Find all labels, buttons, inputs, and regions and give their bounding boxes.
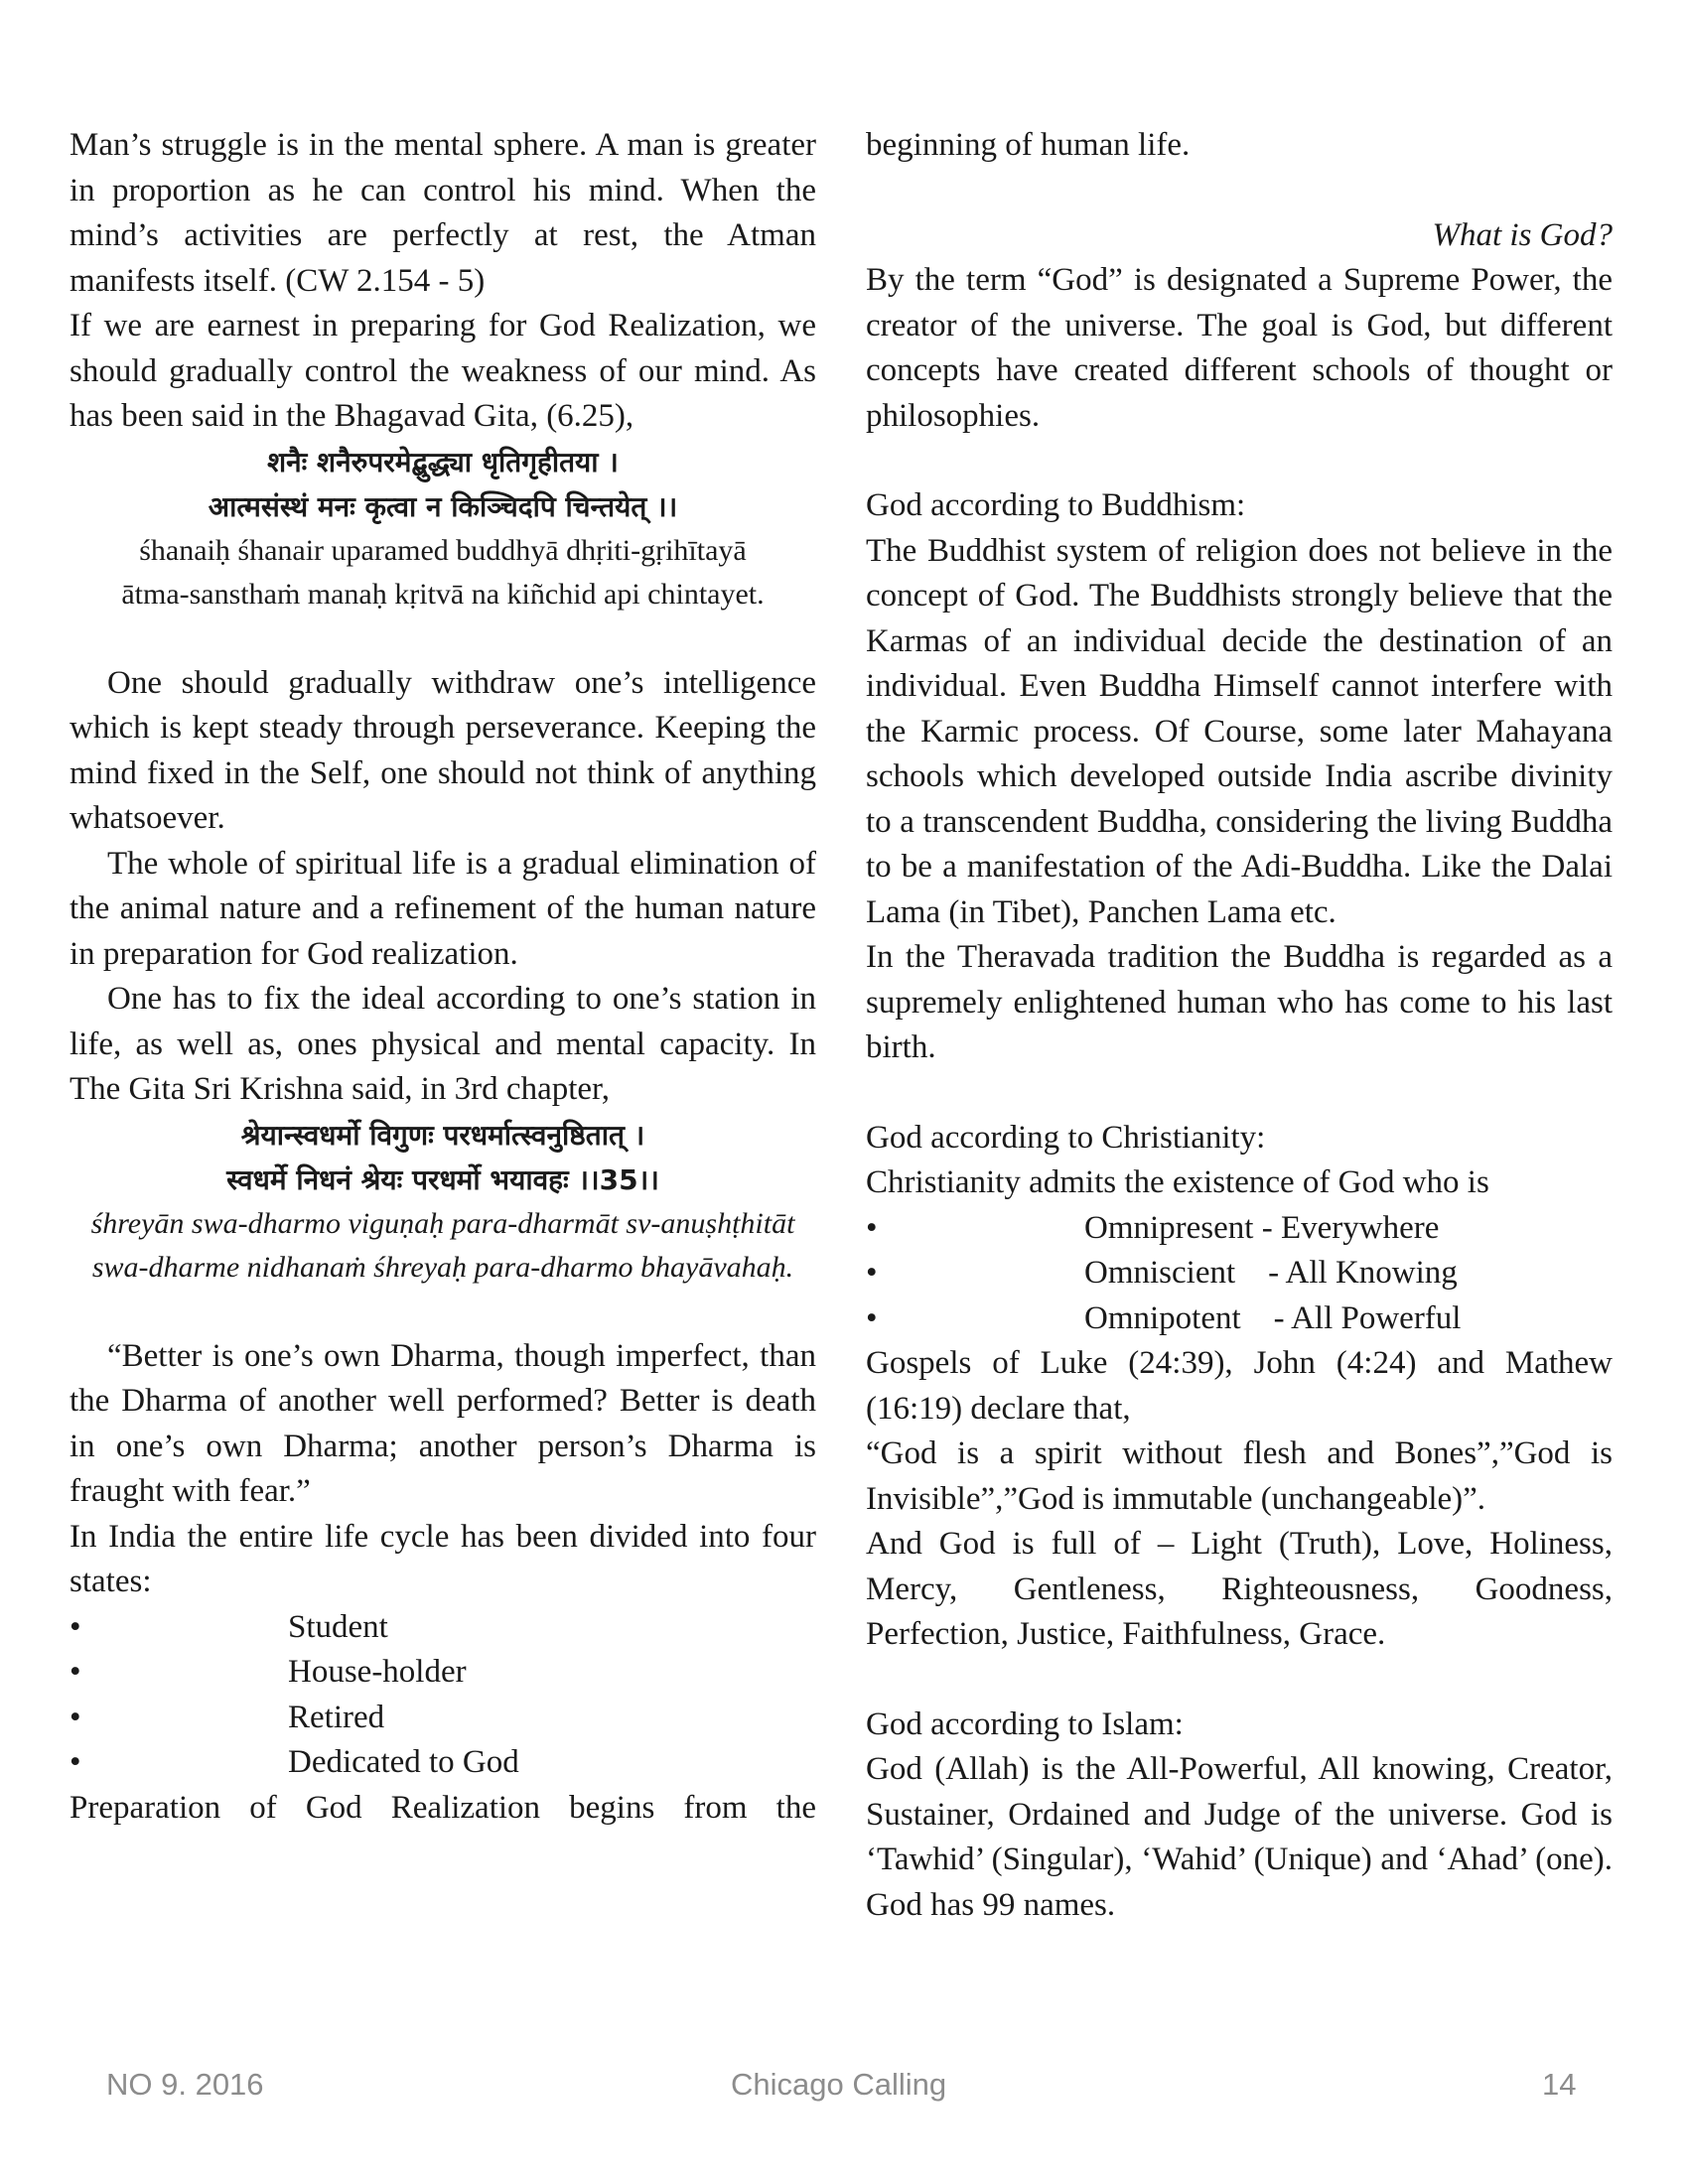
left-column [70, 123, 816, 1831]
list-item-text: Omnipresent - Everywhere [1084, 1209, 1440, 1246]
sanskrit-verse [70, 440, 816, 616]
paragraph: God (Allah) is the All-Powerful, All knowing, Creator, Sustainer, Ordained and Judge of the universe. God is ‘Tawhid’ (Singular), ‘Wahid’ (Unique) and ‘Ahad’ (one). God has 99 names. [866, 1751, 1613, 1923]
footer-publication: Chicago Calling [731, 2067, 947, 2102]
footer-page-number: 14 [1542, 2067, 1577, 2102]
bullet: • [866, 1255, 878, 1291]
verse-transliteration-line: swa-dharme nidhanaṁ śhreyaḥ para-dharmo bhayāvahaḥ. [91, 1250, 794, 1284]
section-heading: What is God? [1432, 216, 1613, 253]
bullet: • [70, 1608, 81, 1645]
paragraph: Preparation of God Realization begins from the [70, 1789, 816, 1826]
paragraph: In the Theravada tradition the Buddha is regarded as a supremely enlightened human who has come to his last birth. [866, 939, 1613, 1065]
paragraph: beginning of human life. [866, 127, 1191, 163]
bullet: • [866, 1209, 878, 1246]
paragraph: The whole of spiritual life is a gradual elimination of the animal nature and a refinement of the human nature in preparation for God realization. [70, 845, 816, 972]
paragraph: In India the entire life cycle has been divided into four states: [70, 1518, 816, 1599]
paragraph: Gospels of Luke (24:39), John (4:24) and Mathew (16:19) declare that, [866, 1345, 1613, 1427]
list-item [866, 1251, 1613, 1297]
paragraph: Man’s struggle is in the mental sphere. A man is greater in proportion as he can control his mind. When the mind’s activities are perfectly at rest, the Atman manifests itself. (CW 2.154 - 5) [70, 127, 816, 299]
paragraph: The Buddhist system of religion does not believe in the concept of God. The Buddhists strongly believe that the Karmas of an individual decide the destination of an individual. Even Buddha Himself cannot interfere with the Karmic process. Of Course, some later Mahayana schools which developed outside India ascribe divinity to a transcendent Buddha, considering the living Buddha to be a manifestation of the Adi-Buddha. Like the Dalai Lama (in Tibet), Panchen Lama etc. [866, 532, 1613, 930]
paragraph: One should gradually withdraw one’s intelligence which is kept steady through perseverance. Keeping the mind fixed in the Self, one should not think of anything whatsoever. [70, 664, 816, 836]
list-item [70, 1696, 816, 1741]
life-states-list [70, 1605, 816, 1786]
bullet: • [866, 1299, 878, 1336]
attributes-list [866, 1206, 1613, 1342]
list-item-text: Omniscient - All Knowing [1084, 1255, 1458, 1291]
verse-devanagari-line: शनैः शनैरुपरमेद्बुद्ध्या धृतिगृहीतया । [267, 445, 619, 478]
section-heading: God according to Buddhism: [866, 487, 1246, 523]
paragraph: And God is full of – Light (Truth), Love, Holiness, Mercy, Gentleness, Righteousness, Goodness, Perfection, Justice, Faithfulness, Grace. [866, 1526, 1613, 1652]
paragraph: “God is a spirit without flesh and Bones”,”God is Invisible”,”God is immutable (unchangeable)”. [866, 1435, 1613, 1517]
section-heading: God according to Islam: [866, 1706, 1184, 1742]
verse-devanagari-line: श्रेयान्स्वधर्मो विगुणः परधर्मात्स्वनुष्ठितात् । [240, 1118, 645, 1152]
paragraph: One has to fix the ideal according to one’s station in life, as well as, ones physical and mental capacity. In The Gita Sri Krishna said, in 3rd chapter, [70, 981, 816, 1107]
sanskrit-verse [70, 1113, 816, 1290]
verse-transliteration-line: ātma-sansthaṁ manaḥ kṛitvā na kiñchid api chintayet. [121, 577, 765, 611]
paragraph: Christianity admits the existence of God who is [866, 1164, 1489, 1200]
section-heading: God according to Christianity: [866, 1119, 1266, 1156]
list-item-text: Dedicated to God [288, 1744, 519, 1780]
list-item [866, 1206, 1613, 1252]
list-item [866, 1297, 1613, 1342]
paragraph: If we are earnest in preparing for God Realization, we should gradually control the weakness of our mind. As has been said in the Bhagavad Gita, (6.25), [70, 308, 816, 434]
paragraph: By the term “God” is designated a Supreme Power, the creator of the universe. The goal is God, but different concepts have created different schools of thought or philosophies. [866, 262, 1613, 434]
list-item-text: Retired [288, 1699, 385, 1735]
footer-issue: NO 9. 2016 [106, 2067, 264, 2102]
bullet: • [70, 1699, 81, 1735]
verse-devanagari-line: स्वधर्मे निधनं श्रेयः परधर्मो भयावहः ।।35।। [226, 1162, 659, 1196]
list-item-text: House-holder [288, 1654, 467, 1690]
verse-transliteration-line: śhreyān swa-dharmo viguṇaḥ para-dharmāt sv-anuṣhṭhitāt [90, 1206, 795, 1240]
bullet: • [70, 1744, 81, 1780]
list-item-text: Omnipotent - All Powerful [1084, 1299, 1462, 1336]
verse-transliteration-line: śhanaiḥ śhanair uparamed buddhyā dhṛiti-gṛihītayā [139, 533, 747, 567]
list-item-text: Student [288, 1608, 388, 1645]
quote-paragraph: “Better is one’s own Dharma, though imperfect, than the Dharma of another well performed? Better is death in one’s own Dharma; another person’s Dharma is fraught with fear.” [70, 1337, 816, 1509]
verse-devanagari-line: आत्मसंस्थं मनः कृत्वा न किञ्चिदपि चिन्तयेत् ।। [208, 489, 678, 523]
bullet: • [70, 1654, 81, 1690]
list-item [70, 1740, 816, 1786]
right-column [866, 123, 1613, 1928]
list-item [70, 1650, 816, 1696]
list-item [70, 1605, 816, 1651]
